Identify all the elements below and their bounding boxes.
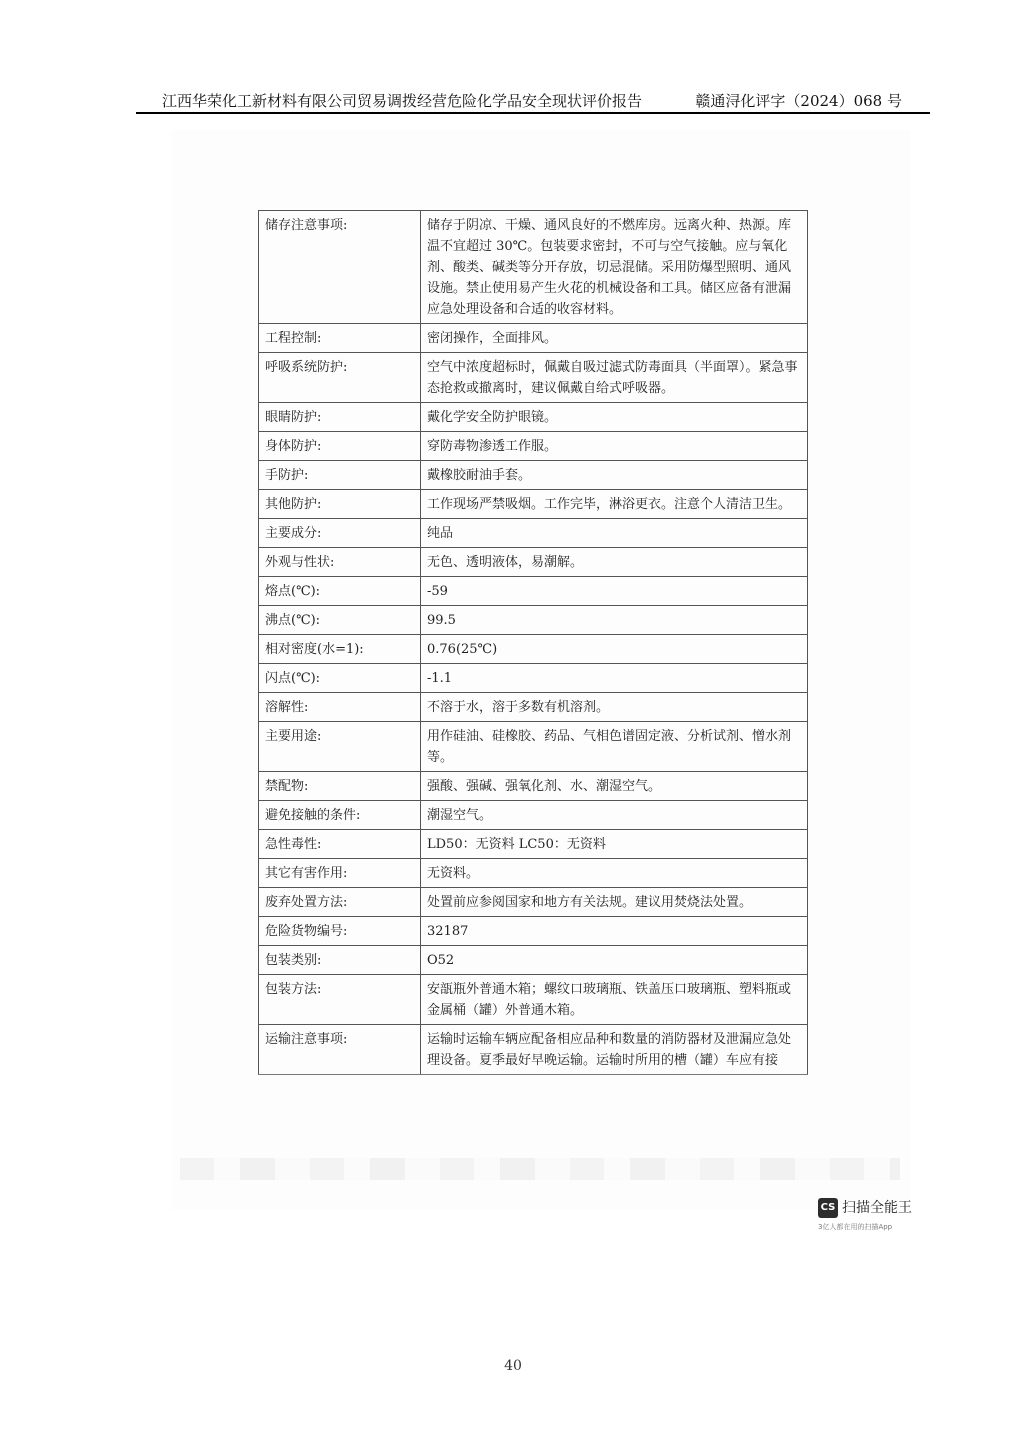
row-label: 手防护: — [259, 461, 421, 490]
table-row — [259, 211, 808, 324]
row-value: O52 — [421, 946, 808, 975]
table-row — [259, 664, 808, 693]
row-value: 空气中浓度超标时，佩戴自吸过滤式防毒面具（半面罩）。紧急事态抢救或撤离时，建议佩戴自给式呼吸器。 — [421, 353, 808, 403]
row-value: 强酸、强碱、强氧化剂、水、潮湿空气。 — [421, 772, 808, 801]
table-row — [259, 722, 808, 772]
table-row — [259, 772, 808, 801]
row-label: 溶解性: — [259, 693, 421, 722]
table-row — [259, 519, 808, 548]
header-rule — [136, 112, 930, 114]
table-row — [259, 1025, 808, 1075]
row-value: 无资料。 — [421, 859, 808, 888]
row-value: 无色、透明液体，易潮解。 — [421, 548, 808, 577]
row-label: 沸点(℃): — [259, 606, 421, 635]
row-value: -1.1 — [421, 664, 808, 693]
row-value: 不溶于水，溶于多数有机溶剂。 — [421, 693, 808, 722]
table-row — [259, 917, 808, 946]
table-row — [259, 606, 808, 635]
row-label: 包装方法: — [259, 975, 421, 1025]
row-value: 潮湿空气。 — [421, 801, 808, 830]
camscanner-name: 扫描全能王 — [842, 1200, 912, 1216]
row-label: 工程控制: — [259, 324, 421, 353]
table-row — [259, 946, 808, 975]
row-label: 眼睛防护: — [259, 403, 421, 432]
row-label: 急性毒性: — [259, 830, 421, 859]
row-value: 纯品 — [421, 519, 808, 548]
row-label: 主要用途: — [259, 722, 421, 772]
row-label: 废弃处置方法: — [259, 888, 421, 917]
row-label: 危险货物编号: — [259, 917, 421, 946]
row-label: 避免接触的条件: — [259, 801, 421, 830]
page-header — [136, 86, 930, 112]
scan-artifact-band — [180, 1158, 900, 1180]
row-label: 其他防护: — [259, 490, 421, 519]
row-value: 戴橡胶耐油手套。 — [421, 461, 808, 490]
row-value: LD50：无资料 LC50：无资料 — [421, 830, 808, 859]
row-label: 相对密度(水=1): — [259, 635, 421, 664]
row-value: -59 — [421, 577, 808, 606]
report-title: 江西华荣化工新材料有限公司贸易调拨经营危险化学品安全现状评价报告 — [162, 92, 643, 110]
row-value: 99.5 — [421, 606, 808, 635]
page-number: 40 — [504, 1358, 522, 1374]
table-row — [259, 490, 808, 519]
row-label: 熔点(℃): — [259, 577, 421, 606]
table-row — [259, 403, 808, 432]
table-row — [259, 859, 808, 888]
row-value: 戴化学安全防护眼镜。 — [421, 403, 808, 432]
table-row — [259, 432, 808, 461]
table-row — [259, 975, 808, 1025]
row-label: 储存注意事项: — [259, 211, 421, 324]
row-value: 0.76(25℃) — [421, 635, 808, 664]
row-label: 运输注意事项: — [259, 1025, 421, 1075]
table-row — [259, 888, 808, 917]
table-row — [259, 693, 808, 722]
row-label: 主要成分: — [259, 519, 421, 548]
table-row — [259, 801, 808, 830]
table-row — [259, 353, 808, 403]
row-label: 其它有害作用: — [259, 859, 421, 888]
row-label: 闪点(℃): — [259, 664, 421, 693]
row-value: 用作硅油、硅橡胶、药品、气相色谱固定液、分析试剂、憎水剂等。 — [421, 722, 808, 772]
row-value: 密闭操作，全面排风。 — [421, 324, 808, 353]
msds-table — [258, 210, 808, 1075]
row-label: 呼吸系统防护: — [259, 353, 421, 403]
row-label: 禁配物: — [259, 772, 421, 801]
table-row — [259, 324, 808, 353]
row-value: 工作现场严禁吸烟。工作完毕，淋浴更衣。注意个人清洁卫生。 — [421, 490, 808, 519]
row-value: 处置前应参阅国家和地方有关法规。建议用焚烧法处置。 — [421, 888, 808, 917]
row-value: 穿防毒物渗透工作服。 — [421, 432, 808, 461]
camscanner-logo-icon: CS — [818, 1198, 838, 1218]
table-row — [259, 548, 808, 577]
row-label: 包装类别: — [259, 946, 421, 975]
table-row — [259, 830, 808, 859]
document-number: 赣通浔化评字（2024）068 号 — [695, 92, 902, 110]
camscanner-tagline: 3亿人都在用的扫描App — [818, 1223, 893, 1231]
table-row — [259, 635, 808, 664]
row-value: 安瓿瓶外普通木箱；螺纹口玻璃瓶、铁盖压口玻璃瓶、塑料瓶或金属桶（罐）外普通木箱。 — [421, 975, 808, 1025]
row-value: 运输时运输车辆应配备相应品种和数量的消防器材及泄漏应急处理设备。夏季最好早晚运输。运输时所用的槽（罐）车应有接 — [421, 1025, 808, 1075]
table-row — [259, 577, 808, 606]
row-value: 储存于阴凉、干燥、通风良好的不燃库房。远离火种、热源。库温不宜超过 30℃。包装要求密封，不可与空气接触。应与氧化剂、酸类、碱类等分开存放，切忌混储。采用防爆型照明、通风设施。禁止使用易产生火花的机械设备和工具。储区应备有泄漏应急处理设备和合适的收容材料。 — [421, 211, 808, 324]
row-value: 32187 — [421, 917, 808, 946]
row-label: 外观与性状: — [259, 548, 421, 577]
table-row — [259, 461, 808, 490]
row-label: 身体防护: — [259, 432, 421, 461]
